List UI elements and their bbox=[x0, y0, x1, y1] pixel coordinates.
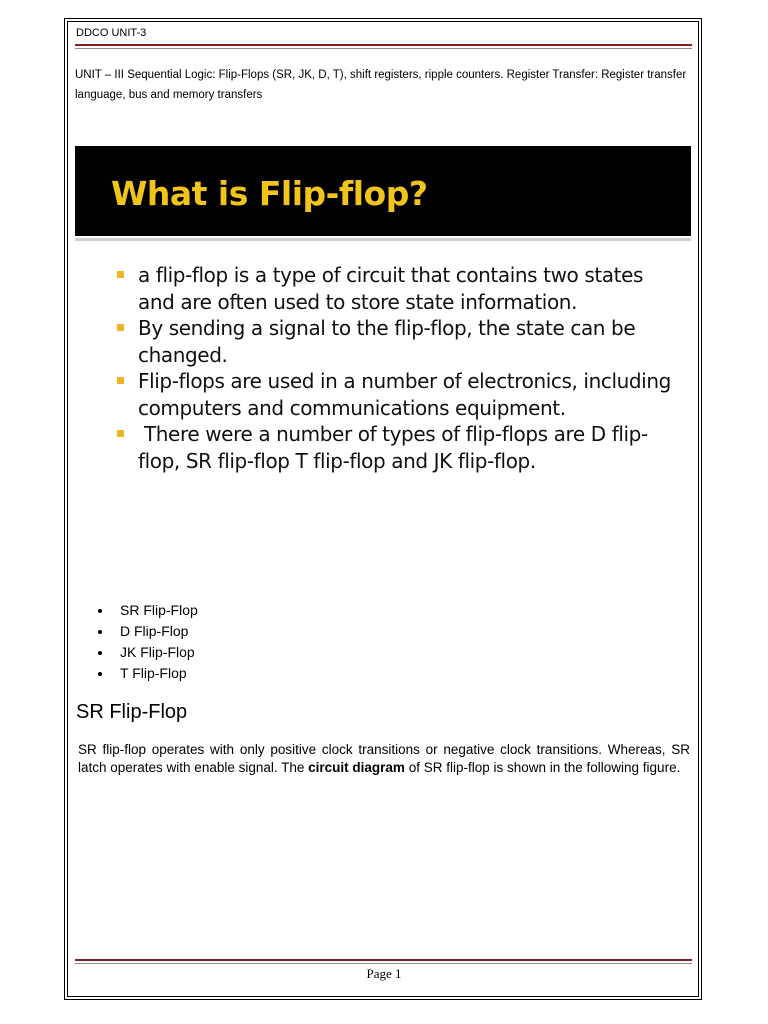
slide-bullet-text: Flip-flops are used in a number of electronics, including computers and communications equipment. bbox=[138, 369, 671, 420]
bullet-dot-icon bbox=[98, 651, 102, 655]
slide-title: What is Flip-flop? bbox=[111, 174, 428, 213]
slide-title-bar bbox=[75, 146, 691, 236]
slide-bullet-text: a flip-flop is a type of circuit that contains two states and are often used to store state information. bbox=[138, 263, 644, 314]
slide-bullet bbox=[115, 421, 685, 474]
list-item bbox=[98, 621, 198, 642]
header-rule-grey bbox=[75, 48, 692, 49]
unit-description: UNIT – III Sequential Logic: Flip-Flops (SR, JK, D, T), shift registers, ripple counters. Register Transfer: Register transfer language, bus and memory transfers bbox=[75, 69, 687, 101]
list-item bbox=[98, 663, 198, 684]
list-item-text: JK Flip-Flop bbox=[120, 644, 195, 660]
paragraph-text: of SR flip-flop is shown in the following figure. bbox=[404, 759, 681, 775]
slide-bullet-list bbox=[115, 262, 685, 474]
header-title: DDCO UNIT-3 bbox=[76, 27, 147, 39]
bullet-square-icon bbox=[117, 271, 124, 278]
bullet-dot-icon bbox=[98, 630, 102, 634]
bullet-square-icon bbox=[117, 430, 124, 437]
section-heading: SR Flip-Flop bbox=[76, 701, 188, 723]
slide-bullet bbox=[115, 315, 685, 368]
paragraph-bold-text: circuit diagram bbox=[308, 759, 405, 775]
slide-bullet bbox=[115, 368, 685, 421]
page-number: Page 1 bbox=[366, 966, 402, 981]
bullet-square-icon bbox=[117, 324, 124, 331]
slide-bullet-text: There were a number of types of flip-flops are D flip-flop, SR flip-flop T flip-flop and JK flip-flop. bbox=[138, 422, 648, 473]
list-item bbox=[98, 600, 198, 621]
paragraph-text: SR flip-flop operates with only positive clock transitions or negative clock transitions. Whereas, SR latch operates with enable signal. The bbox=[78, 742, 690, 775]
slide-image bbox=[75, 146, 691, 560]
slide-bullet bbox=[115, 262, 685, 315]
footer-rule-grey bbox=[75, 963, 692, 964]
section-paragraph bbox=[78, 741, 690, 776]
list-item-text: T Flip-Flop bbox=[120, 665, 187, 681]
list-item-text: SR Flip-Flop bbox=[120, 602, 198, 618]
list-item bbox=[98, 642, 198, 663]
header-rule-red bbox=[75, 44, 692, 46]
flipflop-type-list bbox=[98, 600, 198, 684]
bullet-dot-icon bbox=[98, 672, 102, 676]
slide-separator bbox=[75, 238, 691, 241]
list-item-text: D Flip-Flop bbox=[120, 623, 189, 639]
bullet-square-icon bbox=[117, 377, 124, 384]
footer-rule-red bbox=[75, 959, 692, 961]
slide-bullet-text: By sending a signal to the flip-flop, the state can be changed. bbox=[138, 316, 636, 367]
bullet-dot-icon bbox=[98, 609, 102, 613]
